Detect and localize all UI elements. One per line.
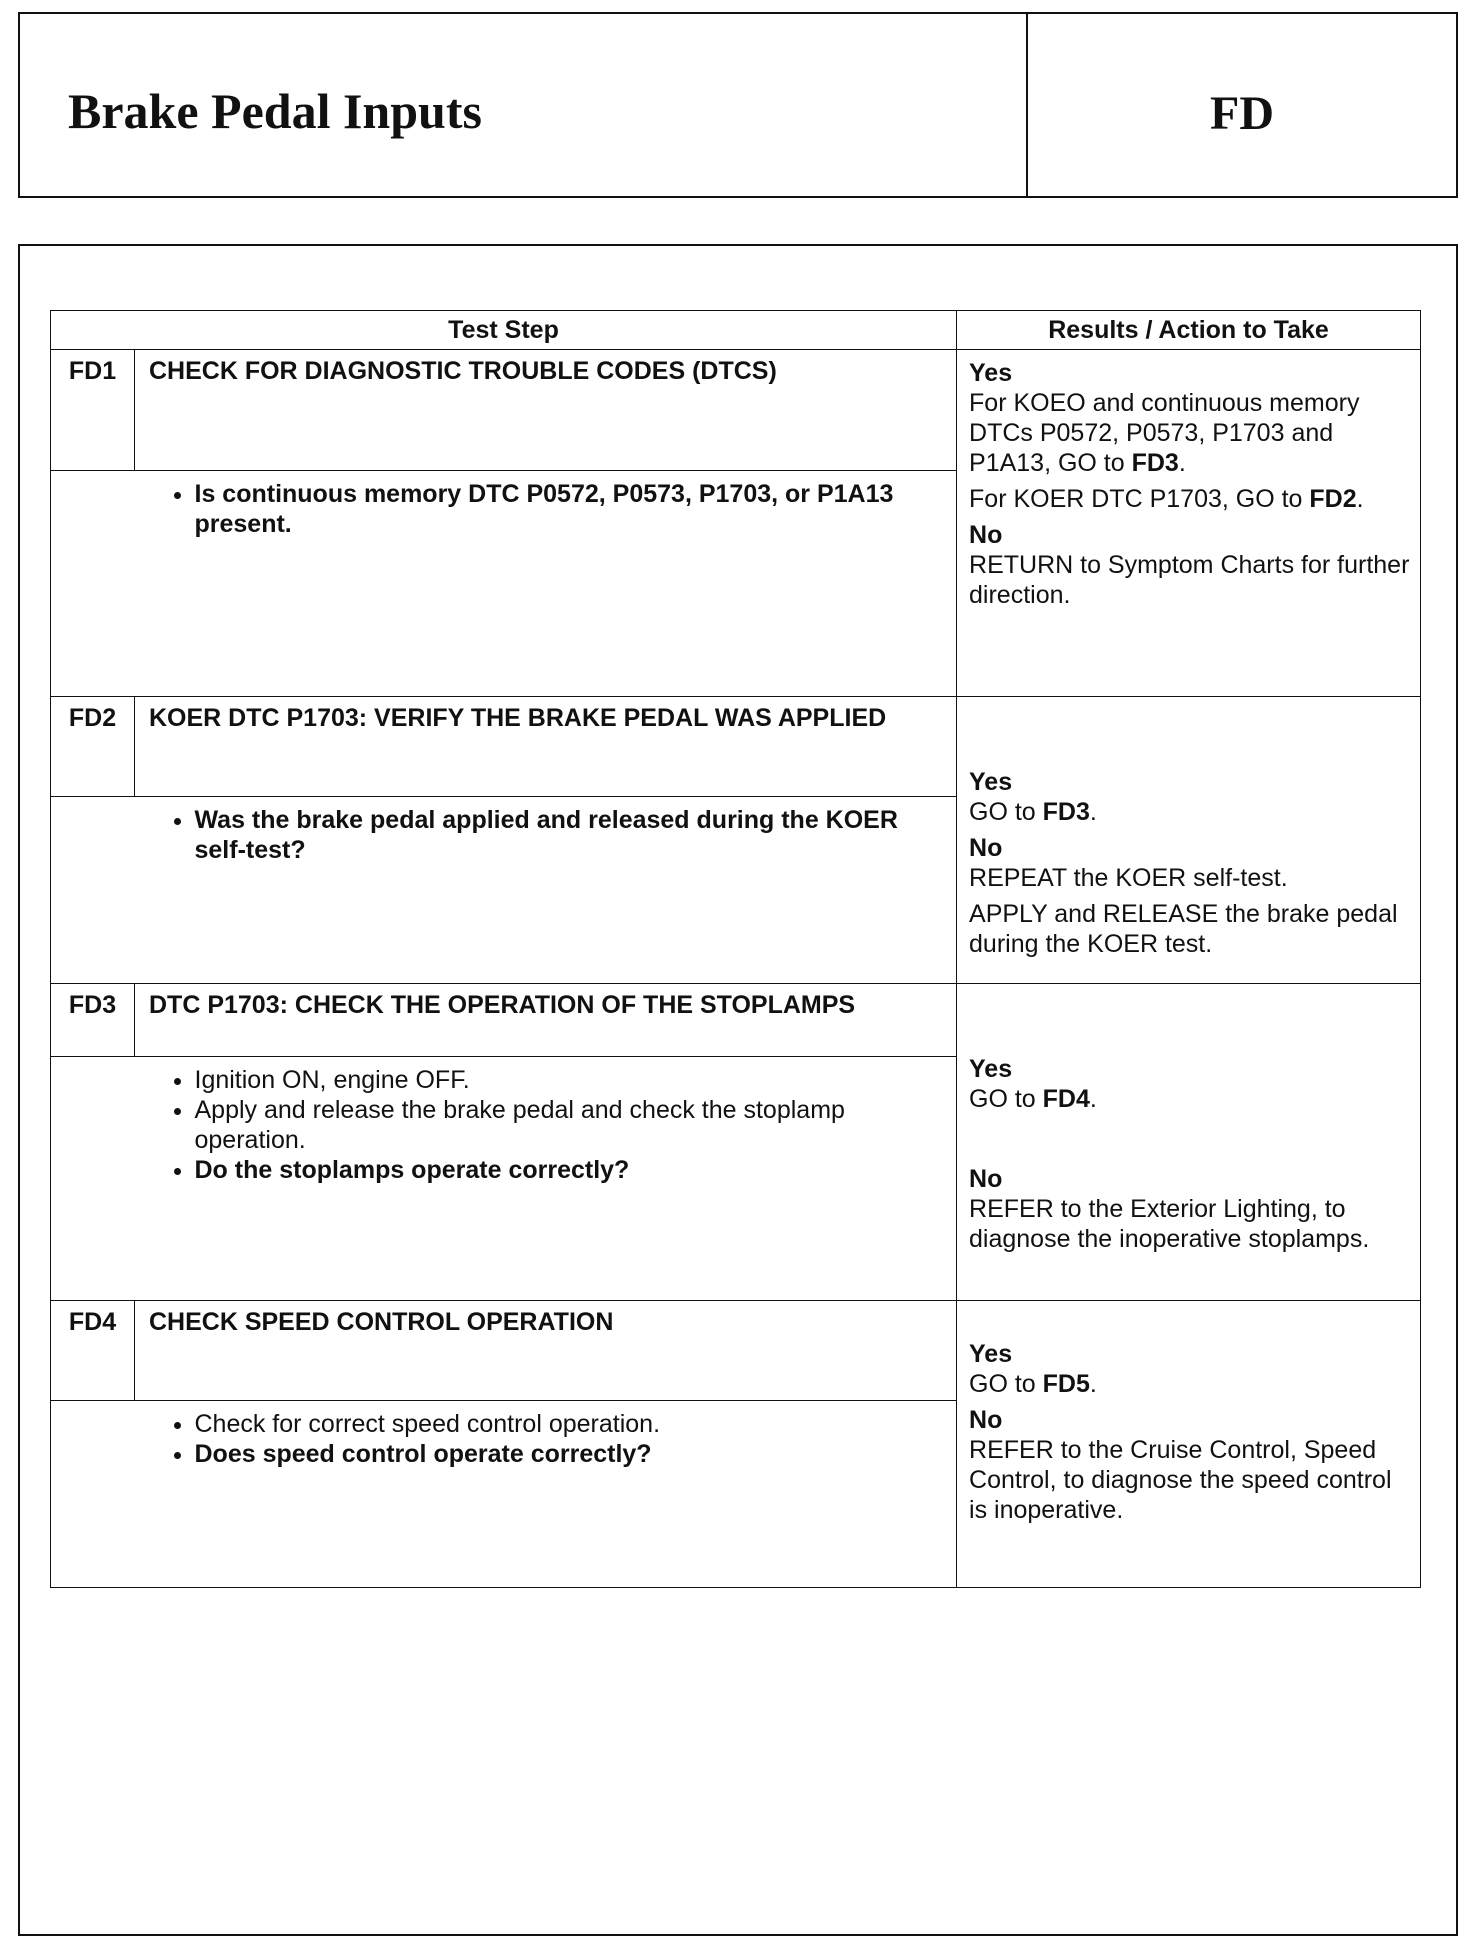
step-id: FD1 (51, 350, 135, 471)
yes-label: Yes (969, 1340, 1013, 1368)
step-id: FD3 (51, 984, 135, 1057)
yes-label: Yes (969, 1055, 1013, 1083)
bullet-question: • Is continuous memory DTC P0572, P0573, P1703, or P1A13 present. (195, 479, 947, 539)
step-results (957, 350, 1421, 697)
page-title: Brake Pedal Inputs (68, 83, 482, 139)
section-code: FD (1210, 87, 1274, 140)
yes-label: Yes (969, 359, 1013, 387)
no-action: REFER to the Cruise Control, Speed Control, to diagnose the speed control is inoperative. (969, 1436, 1392, 1524)
test-step-table (50, 310, 1421, 1588)
yes-action: For KOEO and continuous memory DTCs P0572, P0573, P1703 and P1A13, GO to FD3. (969, 389, 1360, 477)
no-label: No (969, 1165, 1003, 1193)
table-header-row (51, 311, 1421, 350)
no-action: REPEAT the KOER self-test. (969, 864, 1288, 892)
no-action: REFER to the Exterior Lighting, to diagnose the inoperative stoplamps. (969, 1195, 1370, 1253)
bullet-question: • Does speed control operate correctly? (195, 1439, 947, 1469)
step-title: DTC P1703: CHECK THE OPERATION OF THE STOPLAMPS (135, 984, 957, 1057)
yes-action: GO to FD4. (969, 1085, 1097, 1113)
step-title: KOER DTC P1703: VERIFY THE BRAKE PEDAL WAS APPLIED (135, 697, 957, 797)
step-bullets (135, 1057, 957, 1301)
bullet-question: • Was the brake pedal applied and released during the KOER self-test? (195, 805, 947, 865)
bullet-instruction: • Apply and release the brake pedal and check the stoplamp operation. (195, 1095, 947, 1155)
step-title: CHECK SPEED CONTROL OPERATION (135, 1301, 957, 1401)
column-header-test-step: Test Step (51, 311, 957, 350)
step-results (957, 1301, 1421, 1588)
step-title-row-fd3 (51, 984, 1421, 1057)
yes-label: Yes (969, 768, 1013, 796)
yes-action: GO to FD3. (969, 798, 1097, 826)
no-label: No (969, 521, 1003, 549)
step-title-row-fd1 (51, 350, 1421, 471)
step-results (957, 697, 1421, 984)
step-title: CHECK FOR DIAGNOSTIC TROUBLE CODES (DTCS) (135, 350, 957, 471)
yes-action: GO to FD5. (969, 1370, 1097, 1398)
column-header-results: Results / Action to Take (957, 311, 1421, 350)
page-header (18, 12, 1458, 198)
bullet-instruction: • Ignition ON, engine OFF. (195, 1065, 947, 1095)
step-bullets (135, 470, 957, 696)
bullet-question: • Do the stoplamps operate correctly? (195, 1155, 947, 1185)
no-label: No (969, 1406, 1003, 1434)
step-title-row-fd2 (51, 697, 1421, 797)
step-bullets (135, 796, 957, 983)
bullet-instruction: • Check for correct speed control operation. (195, 1409, 947, 1439)
no-label: No (969, 834, 1003, 862)
step-bullets (135, 1400, 957, 1587)
no-action: APPLY and RELEASE the brake pedal during the KOER test. (969, 900, 1398, 958)
step-title-row-fd4 (51, 1301, 1421, 1401)
step-id: FD4 (51, 1301, 135, 1401)
yes-action: For KOER DTC P1703, GO to FD2. (969, 485, 1364, 513)
step-id: FD2 (51, 697, 135, 797)
no-action: RETURN to Symptom Charts for further direction. (969, 551, 1410, 609)
step-results (957, 984, 1421, 1301)
